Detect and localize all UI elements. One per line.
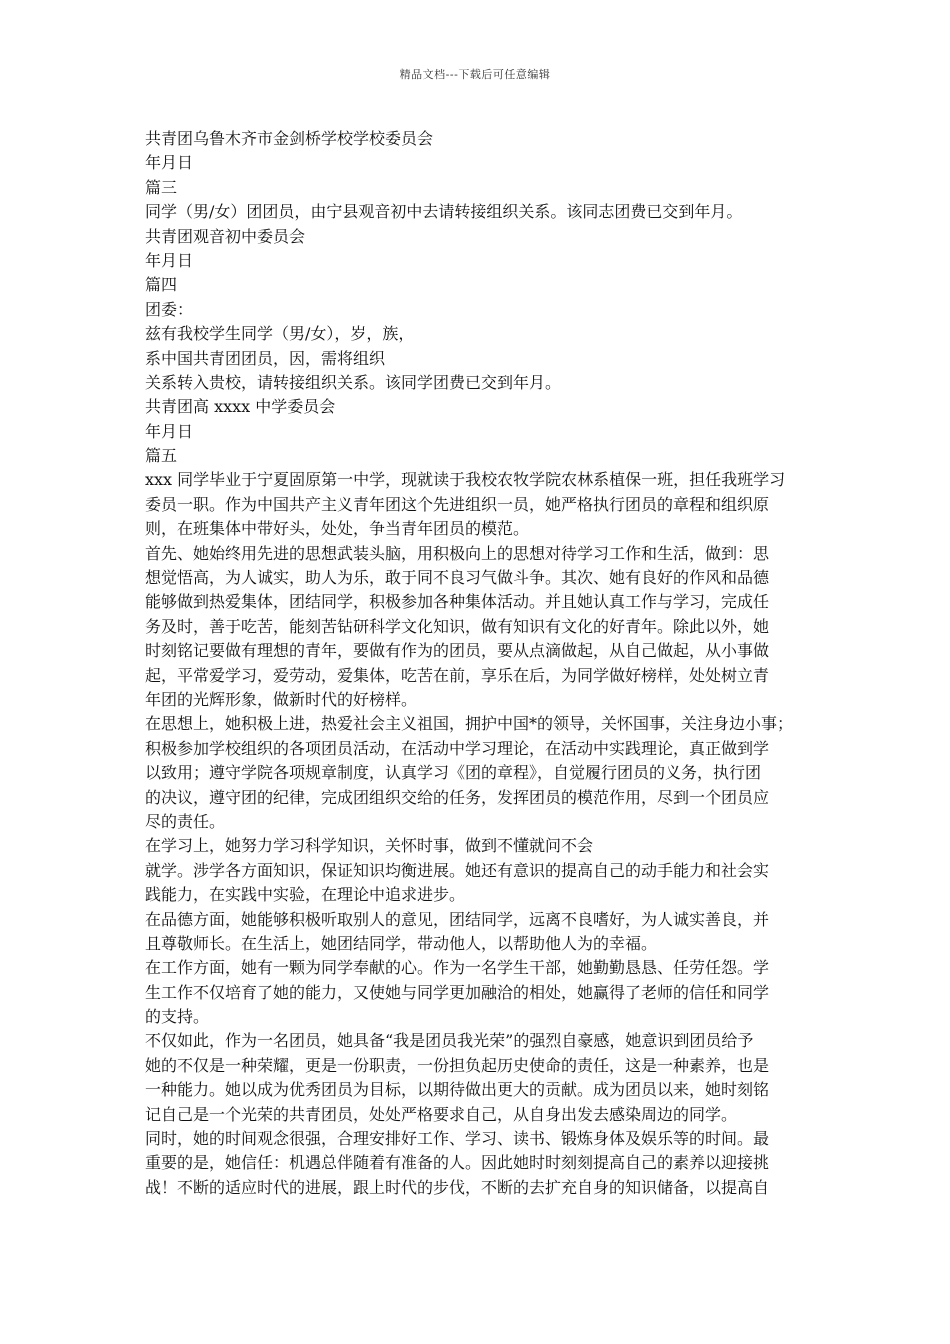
text-line: 同学（男/女）团团员，由宁县观音初中去请转接组织关系。该同志团费已交到年月。 bbox=[145, 202, 743, 222]
text-line: 一种能力。她以成为优秀团员为目标，以期待做出更大的贡献。成为团员以来，她时刻铭 bbox=[145, 1080, 770, 1100]
text-line: 的决议，遵守团的纪律，完成团组织交给的任务，发挥团员的模范作用，尽到一个团员应 bbox=[145, 787, 770, 807]
text-line: 篇三 bbox=[145, 177, 178, 197]
text-line: xxx 同学毕业于宁夏固原第一中学，现就读于我校农牧学院农林系植保一班，担任我班学习 bbox=[145, 470, 786, 490]
text-line: 重要的是，她信任：机遇总伴随着有准备的人。因此她时时刻刻提高自己的素养以迎接挑 bbox=[145, 1153, 770, 1173]
text-line: 能够做到热爱集体，团结同学，积极参加各种集体活动。并且她认真工作与学习，完成任 bbox=[145, 592, 770, 612]
text-line: 共青团乌鲁木齐市金剑桥学校学校委员会 bbox=[145, 129, 434, 148]
text-line: 年月日 bbox=[145, 421, 194, 441]
document-body bbox=[145, 127, 817, 1200]
text-line: 想觉悟高，为人诚实，助人为乐，敢于同不良习气做斗争。其次、她有良好的作风和品德 bbox=[145, 568, 770, 588]
text-line: 首先、她始终用先进的思想武装头脑，用积极向上的思想对待学习工作和生活，做到：思 bbox=[145, 543, 770, 563]
text-line: 同时，她的时间观念很强，合理安排好工作、学习、读书、锻炼身体及娱乐等的时间。最 bbox=[145, 1129, 770, 1149]
text-line: 篇五 bbox=[145, 446, 178, 466]
text-line: 在品德方面，她能够积极听取别人的意见，团结同学，远离不良嗜好，为人诚实善良，并 bbox=[145, 909, 770, 929]
page-header: 精品文档---下载后可任意编辑 bbox=[399, 68, 551, 81]
text-line: 以致用；遵守学院各项规章制度，认真学习《团的章程》，自觉履行团员的义务，执行团 bbox=[145, 763, 762, 783]
text-line: 且尊敬师长。在生活上，她团结同学，带动他人，以帮助他人为的幸福。 bbox=[145, 933, 658, 953]
text-line: 团委： bbox=[145, 299, 194, 319]
text-line: 则，在班集体中带好头，处处，争当青年团员的模范。 bbox=[145, 519, 530, 539]
text-line: 在思想上，她积极上进，热爱社会主义祖国，拥护中国*的领导，关怀国事，关注身边小事； bbox=[145, 714, 794, 734]
text-line: 起，平常爱学习，爱劳动，爱集体，吃苦在前，享乐在后，为同学做好榜样，处处树立青 bbox=[145, 665, 770, 685]
text-line: 兹有我校学生同学（男/女），岁，族， bbox=[145, 324, 415, 344]
text-line: 系中国共青团团员，因，需将组织 bbox=[145, 348, 386, 368]
text-line: 在学习上，她努力学习科学知识，关怀时事，做到不懂就问不会 bbox=[145, 836, 594, 856]
text-line: 的支持。 bbox=[145, 1007, 210, 1027]
text-line: 共青团观音初中委员会 bbox=[145, 226, 306, 246]
text-line: 在工作方面，她有一颗为同学奉献的心。作为一名学生干部，她勤勤恳恳、任劳任怨。学 bbox=[145, 958, 770, 978]
text-line: 不仅如此，作为一名团员，她具备“我是团员我光荣”的强烈自豪感，她意识到团员给予 bbox=[145, 1031, 754, 1051]
text-line: 务及时，善于吃苦，能刻苦钻研科学文化知识，做有知识有文化的好青年。除此以外，她 bbox=[145, 616, 770, 636]
text-line: 年月日 bbox=[145, 153, 194, 173]
text-line: 践能力，在实践中实验，在理论中追求进步。 bbox=[145, 885, 466, 905]
text-line: 就学。涉学各方面知识，保证知识均衡进展。她还有意识的提高自己的动手能力和社会实 bbox=[145, 860, 770, 880]
text-line: 共青团高 xxxx 中学委员会 bbox=[145, 397, 336, 417]
text-line: 战！不断的适应时代的进展，跟上时代的步伐，不断的去扩充自身的知识储备，以提高自 bbox=[145, 1177, 770, 1197]
text-line: 年团的光辉形象，做新时代的好榜样。 bbox=[145, 689, 418, 709]
text-line: 尽的责任。 bbox=[145, 811, 226, 831]
text-line: 关系转入贵校，请转接组织关系。该同学团费已交到年月。 bbox=[145, 372, 562, 392]
text-line: 积极参加学校组织的各项团员活动，在活动中学习理论，在活动中实践理论，真正做到学 bbox=[145, 738, 770, 758]
text-line: 年月日 bbox=[145, 250, 194, 270]
text-line: 时刻铭记要做有理想的青年，要做有作为的团员，要从点滴做起，从自己做起，从小事做 bbox=[145, 641, 770, 661]
text-line: 记自己是一个光荣的共青团员，处处严格要求自己，从自身出发去感染周边的同学。 bbox=[145, 1104, 738, 1124]
text-line: 生工作不仅培育了她的能力，又使她与同学更加融洽的相处，她赢得了老师的信任和同学 bbox=[145, 982, 770, 1002]
text-line: 她的不仅是一种荣耀，更是一份职责，一份担负起历史使命的责任，这是一种素养，也是 bbox=[145, 1055, 770, 1075]
text-line: 篇四 bbox=[145, 275, 178, 295]
text-line: 委员一职。作为中国共产主义青年团这个先进组织一员，她严格执行团员的章程和组织原 bbox=[145, 494, 770, 514]
